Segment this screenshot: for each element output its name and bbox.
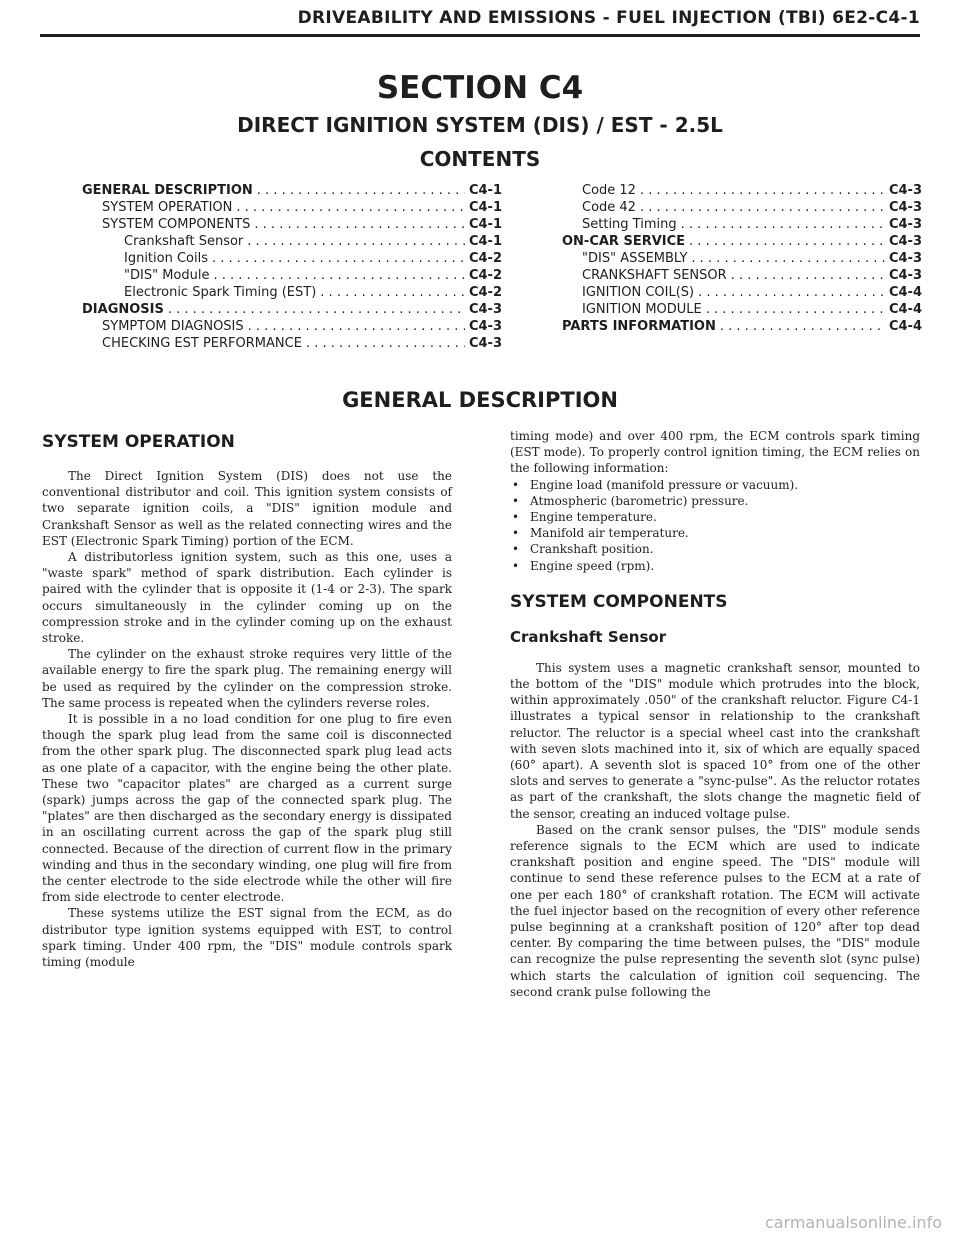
body-paragraph: This system uses a magnetic crankshaft sensor, mounted to the bottom of the "DIS" module which protrudes into the block, within approximately .050" of the crankshaft reluctor. Figure C4-1 illustrates a typical sensor in relationship to the crankshaft reluctor. The reluctor is a special wheel cast into the crankshaft with seven slots machined into it, six of which are equally spaced (60° apart). A seventh slot is spaced 10° from one of the other slots and serves to generate a "sync-pulse". As the reluctor rotates as part of the crankshaft, the slots change the magnetic field of the sensor, creating an induced voltage pulse. xyxy=(510,660,920,821)
toc-entry-page: C4-3 xyxy=(468,336,502,351)
toc-leader xyxy=(731,267,885,284)
toc-leader xyxy=(681,216,885,233)
toc-entry[interactable] xyxy=(82,267,502,284)
toc-entry[interactable] xyxy=(82,199,502,216)
toc-leader xyxy=(254,216,465,233)
toc-leader xyxy=(320,284,465,301)
toc-leader xyxy=(640,199,885,216)
toc-entry-page: C4-3 xyxy=(468,302,502,317)
list-item: • Crankshaft position. xyxy=(510,541,920,557)
section-title: SECTION C4 xyxy=(376,70,584,106)
toc-entry-title: Code 12 xyxy=(582,183,636,198)
toc-entry-page: C4-3 xyxy=(888,234,922,249)
system-components-heading: SYSTEM COMPONENTS xyxy=(510,591,728,612)
toc-entry[interactable] xyxy=(82,301,502,318)
list-item: • Atmospheric (barometric) pressure. xyxy=(510,493,920,509)
toc-leader xyxy=(248,318,465,335)
contents-heading: CONTENTS xyxy=(419,147,541,171)
toc-entry-page: C4-3 xyxy=(888,183,922,198)
body-paragraph: The cylinder on the exhaust stroke requires very little of the available energy to fire the spark plug. The remaining energy will be used as required by the cylinder on the compression stroke. The same process is repeated when the cylinders reverse roles. xyxy=(42,647,452,710)
toc-leader xyxy=(247,233,465,250)
toc-entry-title: Code 42 xyxy=(582,200,636,215)
toc-entry-title: ON-CAR SERVICE xyxy=(562,234,686,249)
spacer xyxy=(510,574,920,588)
body-paragraph: The Direct Ignition System (DIS) does not use the conventional distributor and coil. This ignition system consists of two separate ignition coils, a "DIS" ignition module and Crankshaft Sensor as well as the related connecting wires and the EST (Electronic Spark Timing) portion of the ECM. xyxy=(42,469,452,548)
toc-leader xyxy=(168,301,465,318)
list-item: • Engine temperature. xyxy=(510,509,920,525)
toc-entry-title: Crankshaft Sensor xyxy=(124,234,244,249)
toc-leader xyxy=(213,267,465,284)
toc-leader xyxy=(691,250,885,267)
toc-entry-page: C4-1 xyxy=(468,217,502,232)
toc-entry[interactable] xyxy=(562,250,922,267)
toc-entry[interactable] xyxy=(82,284,502,301)
toc-entry-page: C4-3 xyxy=(888,200,922,215)
system-operation-heading: SYSTEM OPERATION xyxy=(42,432,235,452)
toc-left-column xyxy=(82,182,502,352)
toc-entry-page: C4-1 xyxy=(468,234,502,249)
toc-leader xyxy=(706,301,885,318)
toc-entry-page: C4-2 xyxy=(468,251,502,266)
toc-leader xyxy=(236,199,465,216)
body-paragraph: Based on the crank sensor pulses, the "DIS" module sends reference signals to the ECM which are used to indicate crankshaft position and engine speed. The "DIS" module will continue to send these reference pulses to the ECM at a rate of one per each 180° of crankshaft rotation. The ECM will activate the fuel injector based on the recognition of every other reference pulse beginning at a crankshaft position of 120° after top dead center. By comparing the time between pulses, the "DIS" module can recognize the pulse representing the seventh slot (sync pulse) which starts the calculation of ignition coil sequencing. The second crank pulse following the xyxy=(510,822,920,999)
toc-entry[interactable] xyxy=(562,318,922,335)
watermark: carmanualsonline.info xyxy=(764,1213,942,1232)
toc-entry-title: PARTS INFORMATION xyxy=(562,319,716,334)
toc-entry-title: CHECKING EST PERFORMANCE xyxy=(102,336,302,351)
toc-entry-page: C4-3 xyxy=(888,217,922,232)
toc-entry[interactable] xyxy=(562,267,922,284)
list-item: • Manifold air temperature. xyxy=(510,525,920,541)
toc-entry[interactable] xyxy=(562,199,922,216)
toc-leader xyxy=(306,335,465,352)
toc-entry[interactable] xyxy=(562,233,922,250)
toc-entry[interactable] xyxy=(82,182,502,199)
toc-entry-title: SYMPTOM DIAGNOSIS xyxy=(102,319,244,334)
toc-entry-title: "DIS" ASSEMBLY xyxy=(582,251,688,266)
toc-entry[interactable] xyxy=(562,182,922,199)
toc-entry-title: Ignition Coils xyxy=(124,251,208,266)
list-item: • Engine speed (rpm). xyxy=(510,558,920,574)
toc-entry[interactable] xyxy=(82,335,502,352)
toc-leader xyxy=(640,182,885,199)
toc-entry-page: C4-4 xyxy=(888,302,922,317)
toc-entry[interactable] xyxy=(82,233,502,250)
toc-entry-title: DIAGNOSIS xyxy=(82,302,164,317)
toc-entry[interactable] xyxy=(562,284,922,301)
list-item: • Engine load (manifold pressure or vacuum). xyxy=(510,477,920,493)
body-paragraph: It is possible in a no load condition for one plug to fire even though the spark plug lead from the same coil is disconnected from the other spark plug. The disconnected spark plug lead acts as one plate of a capacitor, with the engine being the other plate. These two "capacitor plates" are charged as a current surge (spark) jumps across the gap of the connected spark plug. The "plates" are then discharged as the secondary energy is dissipated in an oscillating current across the gap of the spark plug still connected. Because of the direction of current flow in the primary winding and thus in the secondary winding, one plug will fire from the center electrode to the side electrode while the other will fire from side electrode to center electrode. xyxy=(42,712,452,905)
toc-leader xyxy=(698,284,885,301)
body-paragraph: timing mode) and over 400 rpm, the ECM controls spark timing (EST mode). To properly control ignition timing, the ECM relies on the following information: xyxy=(510,429,920,476)
toc-leader xyxy=(212,250,465,267)
toc-leader xyxy=(257,182,465,199)
toc-leader xyxy=(689,233,885,250)
toc-entry-page: C4-3 xyxy=(888,268,922,283)
crankshaft-sensor-heading: Crankshaft Sensor xyxy=(510,627,667,646)
toc-leader xyxy=(720,318,885,335)
toc-entry-page: C4-4 xyxy=(888,319,922,334)
general-description-heading: GENERAL DESCRIPTION xyxy=(342,388,618,412)
toc-entry[interactable] xyxy=(82,318,502,335)
toc-entry[interactable] xyxy=(82,216,502,233)
toc-entry-title: IGNITION COIL(S) xyxy=(582,285,695,300)
toc-entry[interactable] xyxy=(562,216,922,233)
toc-entry-page: C4-1 xyxy=(468,183,502,198)
toc-entry-page: C4-2 xyxy=(468,285,502,300)
toc-entry-title: CRANKSHAFT SENSOR xyxy=(582,268,727,283)
page-header: DRIVEABILITY AND EMISSIONS - FUEL INJECTION (TBI) 6E2-C4-1 xyxy=(297,8,920,28)
toc-entry-title: Electronic Spark Timing (EST) xyxy=(124,285,317,300)
toc-entry-title: IGNITION MODULE xyxy=(582,302,702,317)
toc-entry-page: C4-4 xyxy=(888,285,922,300)
toc-right-column xyxy=(562,182,922,335)
toc-entry[interactable] xyxy=(82,250,502,267)
timing-inputs-list xyxy=(510,477,920,574)
toc-entry-page: C4-3 xyxy=(888,251,922,266)
left-column xyxy=(42,428,452,970)
toc-entry-title: SYSTEM COMPONENTS xyxy=(102,217,251,232)
body-paragraph: A distributorless ignition system, such as this one, uses a "waste spark" method of spark distribution. Each cylinder is paired with the cylinder that is opposite it (1-4 or 2-3). The spark occurs simultaneously in the cylinder coming up on the compression stroke and in the cylinder coming up on the exhaust stroke. xyxy=(42,550,452,646)
toc-entry[interactable] xyxy=(562,301,922,318)
toc-entry-title: "DIS" Module xyxy=(124,268,210,283)
toc-entry-title: Setting Timing xyxy=(582,217,677,232)
toc-entry-title: GENERAL DESCRIPTION xyxy=(82,183,253,198)
toc-entry-title: SYSTEM OPERATION xyxy=(102,200,233,215)
toc-entry-page: C4-3 xyxy=(468,319,502,334)
body-paragraph: These systems utilize the EST signal from the ECM, as do distributor type ignition systems equipped with EST, to control spark timing. Under 400 rpm, the "DIS" module controls spark timing (module xyxy=(42,906,452,970)
toc-entry-page: C4-2 xyxy=(468,268,502,283)
right-column xyxy=(510,428,920,1000)
header-rule xyxy=(40,34,920,37)
toc-entry-page: C4-1 xyxy=(468,200,502,215)
section-subtitle: DIRECT IGNITION SYSTEM (DIS) / EST - 2.5L xyxy=(237,113,723,137)
